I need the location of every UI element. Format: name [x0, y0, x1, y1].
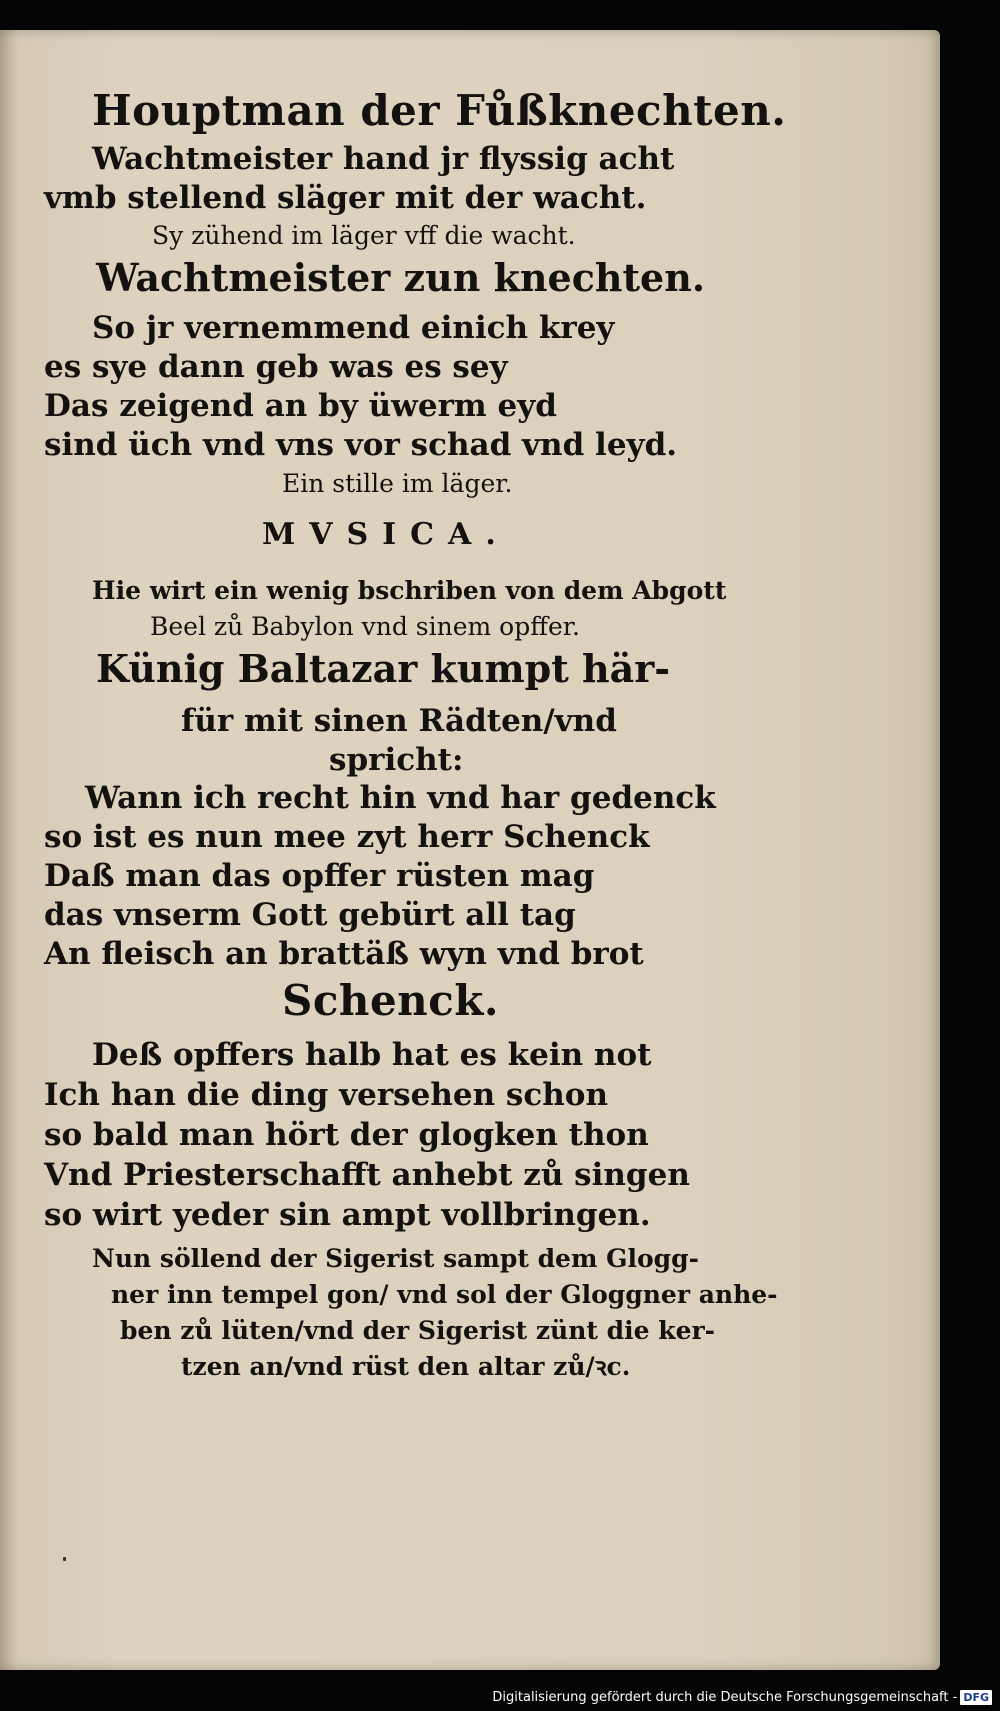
- digitization-credit: [492, 1690, 992, 1705]
- verse-line: An fleisch an brattäß wyn vnd brot: [44, 936, 644, 972]
- heading-kunig-baltazar: Künig Baltazar kumpt här-: [96, 646, 671, 691]
- verse-line: sind üch vnd vns vor schad vnd leyd.: [44, 427, 678, 463]
- section-heading-musica: MVSICA.: [262, 517, 510, 552]
- verse-line: Vnd Priesterschafft anhebt zů singen: [44, 1157, 690, 1193]
- credit-text: Digitalisierung gefördert durch die Deutsche Forschungsgemeinschaft -: [492, 1690, 958, 1705]
- verse-line: Wachtmeister hand jr flyssig acht: [92, 141, 675, 177]
- stage-direction: ner inn tempel gon/ vnd sol der Gloggner anhe-: [111, 1280, 778, 1309]
- book-page: [0, 30, 940, 1670]
- stage-direction: tzen an/vnd rüst den altar zů/ꝛc.: [181, 1352, 631, 1381]
- stage-direction: ben zů lüten/vnd der Sigerist zünt die ker-: [120, 1316, 716, 1345]
- dfg-logo-icon: DFG: [960, 1690, 992, 1705]
- verse-line: so bald man hört der glogken thon: [44, 1117, 649, 1153]
- stage-direction: Beel zů Babylon vnd sinem opffer.: [150, 612, 580, 641]
- heading-continuation: spricht:: [329, 742, 464, 778]
- stage-direction: Ein stille im läger.: [282, 469, 513, 498]
- verse-line: So jr vernemmend einich krey: [92, 310, 615, 346]
- heading-wachtmeister: Wachtmeister zun knechten.: [96, 255, 706, 300]
- verse-line: vmb stellend släger mit der wacht.: [44, 180, 647, 216]
- verse-line: es sye dann geb was es sey: [44, 349, 508, 385]
- verse-line: Das zeigend an by üwerm eyd: [44, 388, 557, 424]
- paper-speck: [63, 1557, 66, 1561]
- verse-line: so ist es nun mee zyt herr Schenck: [44, 819, 650, 855]
- heading-schenck: Schenck.: [282, 976, 499, 1025]
- verse-line: Wann ich recht hin vnd har gedenck: [85, 780, 716, 816]
- verse-line: das vnserm Gott gebürt all tag: [44, 897, 576, 933]
- stage-direction: Hie wirt ein wenig bschriben von dem Abgott: [92, 576, 727, 605]
- heading-houptman: Houptman der Fůßknechten.: [92, 86, 787, 135]
- verse-line: Ich han die ding versehen schon: [44, 1077, 609, 1113]
- verse-line: Daß man das opffer rüsten mag: [44, 858, 595, 894]
- verse-line: Deß opffers halb hat es kein not: [92, 1037, 652, 1073]
- stage-direction: Nun söllend der Sigerist sampt dem Glogg-: [92, 1244, 699, 1273]
- stage-direction: Sy zühend im läger vff die wacht.: [152, 221, 576, 250]
- heading-continuation: für mit sinen Rädten/vnd: [181, 703, 617, 739]
- verse-line: so wirt yeder sin ampt vollbringen.: [44, 1197, 651, 1233]
